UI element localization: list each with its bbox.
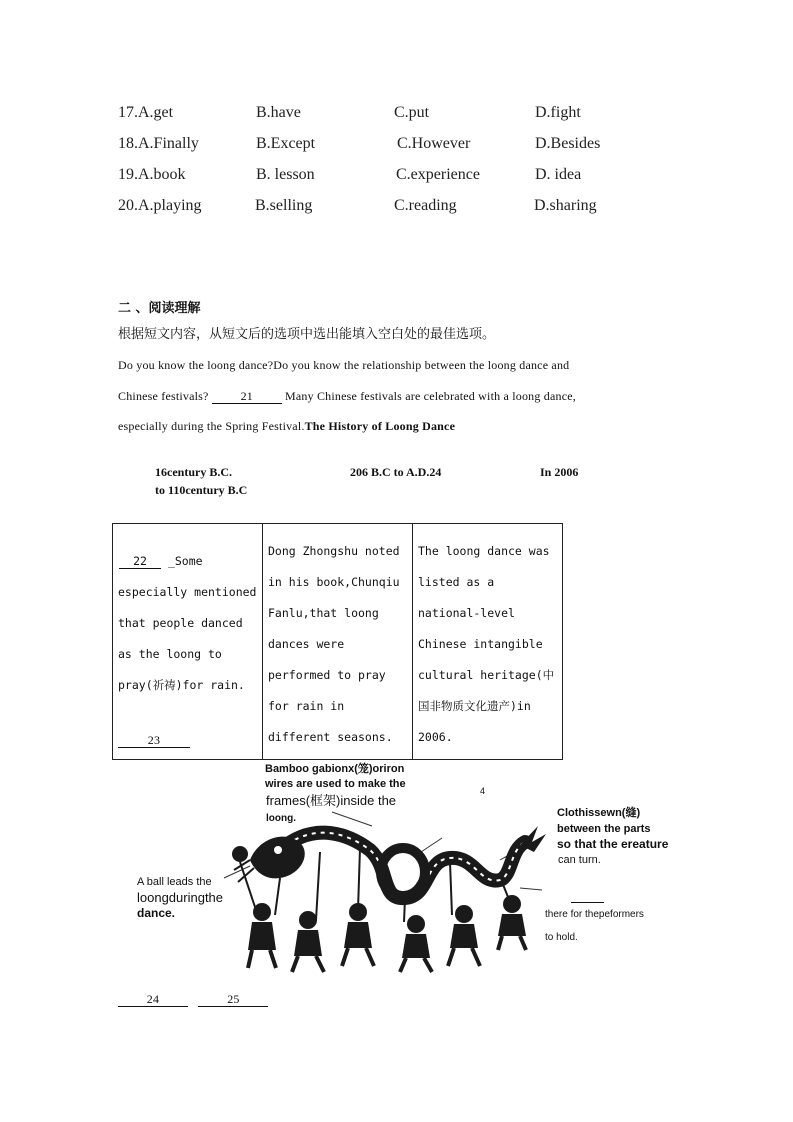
figure-label-right-3: so that the ereature xyxy=(557,837,669,851)
option-20c: C.reading xyxy=(394,197,457,214)
passage-line-1: Do you know the loong dance?Do you know the relationship between the loong dance and xyxy=(118,358,570,372)
option-20d: D.sharing xyxy=(534,197,597,214)
performer-1 xyxy=(248,903,276,968)
performer-6 xyxy=(498,895,526,950)
history-col1-line1: 16century B.C. xyxy=(155,465,232,479)
pointer-line-pole xyxy=(520,888,542,890)
performer-4 xyxy=(400,915,432,972)
blank-24: 24 xyxy=(118,993,188,1007)
figure-label-top-3: frames(框架)inside the xyxy=(266,793,397,808)
figure-label-right-2: between the parts xyxy=(557,823,651,835)
option-18a: 18.A.Finally xyxy=(118,135,199,152)
dragon-body xyxy=(280,833,525,898)
figure-label-left-1: A ball leads the xyxy=(137,876,212,888)
figure-page-mark: 4 xyxy=(480,786,486,796)
figure-label-right-4: can turn. xyxy=(558,854,601,866)
figure-label-left-2: loongduringthe xyxy=(137,890,224,905)
blank-23-wrap xyxy=(118,733,190,748)
history-title: The History of Loong Dance xyxy=(304,419,456,433)
table-cell-1-text: _Some especially mentioned that people danced as the loong to pray(祈祷)for rain. xyxy=(118,554,257,692)
table-cell-3: The loong dance was listed as a national-level Chinese intangible cultural heritage(中国非物质文化遗产)in 2006. xyxy=(413,524,563,760)
option-20b: B.selling xyxy=(255,197,313,214)
passage-line-3-text: especially during the Spring Festival. xyxy=(118,419,305,433)
option-18b: B.Except xyxy=(256,135,316,152)
blanks-24-25 xyxy=(118,992,268,1007)
figure-label-bottom-2: to hold. xyxy=(545,932,578,943)
dragon-eye xyxy=(274,846,282,854)
dragon-scales xyxy=(280,833,525,898)
blank-25: 25 xyxy=(198,993,268,1007)
history-col2: 206 B.C to A.D.24 xyxy=(350,465,442,479)
option-19c: C.experience xyxy=(396,166,480,183)
table-cell-2: Dong Zhongshu noted in his book,Chunqiu Fanlu,that loong dances were performed to pray for rain in different seasons. xyxy=(263,524,413,760)
loong-dance-illustration xyxy=(220,790,550,975)
history-col1-line2: to 110century B.C xyxy=(155,483,248,497)
figure-blank-line xyxy=(571,902,604,903)
figure-label-top-4: loong. xyxy=(266,813,296,824)
figure-label-bottom-1: there for thepeformers xyxy=(545,909,644,920)
figure-label-left-3: dance. xyxy=(137,906,176,920)
blank-21: 21 xyxy=(212,390,282,404)
option-19d: D. idea xyxy=(535,166,582,183)
option-19b: B. lesson xyxy=(256,166,315,183)
performer-2 xyxy=(292,911,324,972)
option-17a: 17.A.get xyxy=(118,104,174,121)
section-instruction: 根据短文内容，从短文后的选项中选出能填入空白处的最佳选项。 xyxy=(118,327,496,342)
history-table xyxy=(112,523,563,760)
blank-23: 23 xyxy=(118,734,190,748)
figure-label-top-2: wires are used to make the xyxy=(265,778,406,790)
option-17d: D.fight xyxy=(535,104,581,121)
figure-label-top-1: Bamboo gabionx(笼)oriron xyxy=(265,763,405,775)
history-col3: In 2006 xyxy=(540,465,579,479)
pointer-line-top xyxy=(332,812,372,826)
passage-line-2-post: Many Chinese festivals are celebrated with a loong dance, xyxy=(284,389,576,403)
passage-line-2-pre: Chinese festivals? xyxy=(118,389,209,403)
table-row xyxy=(113,524,563,760)
option-17c: C.put xyxy=(394,104,430,121)
passage-line-3 xyxy=(118,419,455,434)
option-18d: D.Besides xyxy=(535,135,601,152)
passage-line-2 xyxy=(118,389,576,404)
option-18c: C.However xyxy=(397,135,471,152)
ball-icon xyxy=(232,846,248,862)
option-20a: 20.A.playing xyxy=(118,197,202,214)
blank-22: 22 xyxy=(119,554,161,569)
option-17b: B.have xyxy=(256,104,301,121)
dragon-head xyxy=(250,837,305,879)
performer-3 xyxy=(342,903,374,966)
table-cell-1 xyxy=(113,524,263,760)
option-19a: 19.A.book xyxy=(118,166,186,183)
section-title: 二 、阅读理解 xyxy=(118,301,201,316)
figure-label-right-1: Clothissewn(缝) xyxy=(557,807,641,819)
